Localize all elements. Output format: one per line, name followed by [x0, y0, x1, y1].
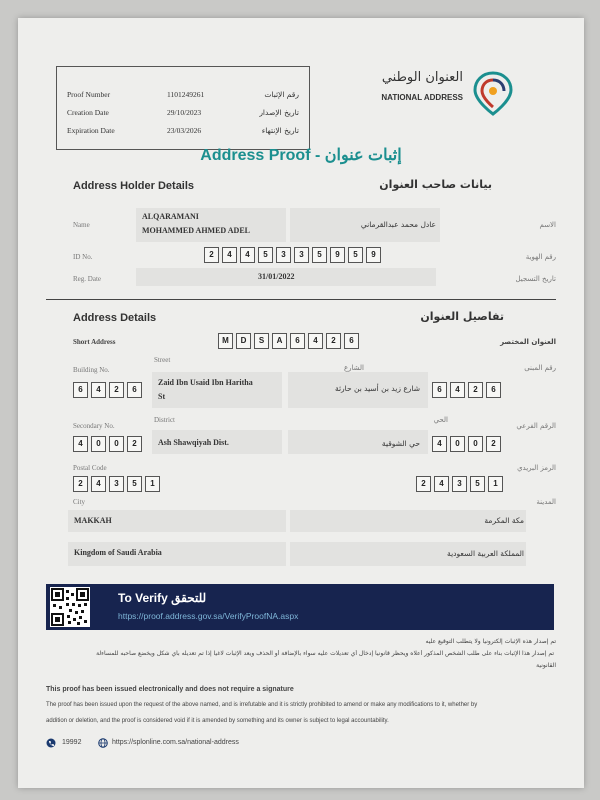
postal-digit: 3: [452, 476, 467, 492]
building-digit: 6: [73, 382, 88, 398]
building-digit: 6: [127, 382, 142, 398]
qr-code-icon: [50, 587, 90, 627]
id-digit: 3: [294, 247, 309, 263]
postal-digit: 5: [470, 476, 485, 492]
reg-date-value: 31/01/2022: [258, 272, 295, 281]
postal-digit: 4: [91, 476, 106, 492]
name-label-ar: الاسم: [539, 221, 556, 229]
verify-banner: [46, 584, 554, 630]
building-number-boxes-ar: [432, 382, 501, 398]
postal-code-boxes-ar: [416, 476, 503, 492]
city-label: City: [73, 498, 86, 506]
street-line-2: St: [158, 392, 166, 401]
street-label: Street: [154, 356, 171, 364]
secondary-digit: 0: [91, 436, 106, 452]
postal-digit: 3: [109, 476, 124, 492]
id-digit: 4: [240, 247, 255, 263]
postal-code-label-ar: الرمز البريدي: [517, 464, 556, 472]
secondary-digit: 2: [486, 436, 501, 452]
id-digit: 9: [366, 247, 381, 263]
meta-label-ar: تاريخ الإنتهاء: [261, 126, 299, 135]
meta-label: Expiration Date: [67, 126, 115, 135]
secondary-digit: 0: [109, 436, 124, 452]
id-digit: 3: [276, 247, 291, 263]
street-line-1: Zaid Ibn Usaid Ibn Haritha: [158, 378, 253, 387]
meta-row-creation-date: [57, 105, 309, 123]
short-address-char: 6: [344, 333, 359, 349]
city-arabic: مكة المكرمة: [484, 516, 524, 525]
building-label-ar: رقم المبنى: [524, 364, 556, 372]
secondary-digit: 0: [450, 436, 465, 452]
holder-section-title-ar: بيانات صاحب العنوان: [379, 178, 492, 191]
address-section-title: Address Details: [73, 312, 157, 324]
short-address-char: 4: [308, 333, 323, 349]
meta-label-ar: رقم الإثبات: [264, 90, 299, 99]
name-arabic: عادل محمد عبدالقرماني: [360, 220, 436, 229]
meta-label: Creation Date: [67, 108, 109, 117]
meta-value: 23/03/2026: [167, 126, 202, 135]
verify-link[interactable]: https://proof.address.gov.sa/VerifyProofNA.aspx: [118, 611, 299, 621]
meta-value: 1101249261: [167, 90, 205, 99]
short-address-label: Short Address: [73, 338, 116, 346]
secondary-digit: 0: [468, 436, 483, 452]
meta-row-proof-number: [57, 87, 309, 105]
building-digit: 2: [468, 382, 483, 398]
qr-code[interactable]: [50, 587, 90, 627]
meta-label-ar: تاريخ الإصدار: [259, 108, 299, 117]
country-value: Kingdom of Saudi Arabia: [74, 548, 162, 557]
meta-row-expiration-date: [57, 123, 309, 141]
meta-value: 29/10/2023: [167, 108, 202, 117]
building-digit: 6: [432, 382, 447, 398]
note-en-line-3: addition or deletion, and the proof is considered void if it is amended by something and its owner is subject to legal accountability.: [46, 718, 389, 724]
city-label-ar: المدينة: [536, 498, 556, 506]
id-digit: 4: [222, 247, 237, 263]
id-label: ID No.: [73, 253, 93, 261]
id-digit: 5: [348, 247, 363, 263]
id-digit: 5: [312, 247, 327, 263]
website-link[interactable]: https://splonline.com.sa/national-address: [112, 739, 239, 746]
phone-icon: [46, 738, 56, 748]
district-arabic: حي الشوقية: [381, 439, 420, 448]
phone-number: 19992: [62, 739, 82, 746]
name-label: Name: [73, 221, 90, 229]
logo-english-text: NATIONAL ADDRESS: [381, 93, 463, 102]
verify-title: To Verify للتحقق: [118, 591, 207, 605]
note-ar-line-1: تم إصدار هذه الإثبات إلكترونيا ولا يتطلب التوقيع عليه: [425, 638, 556, 645]
building-digit: 4: [91, 382, 106, 398]
district-value: Ash Shawqiyah Dist.: [158, 438, 229, 447]
name-line-2: MOHAMMED AHMED ADEL: [142, 226, 250, 235]
short-address-char: M: [218, 333, 233, 349]
building-digit: 2: [109, 382, 124, 398]
postal-digit: 4: [434, 476, 449, 492]
postal-digit: 2: [73, 476, 88, 492]
building-number-boxes: [73, 382, 142, 398]
building-digit: 6: [486, 382, 501, 398]
globe-icon: [98, 738, 108, 748]
id-digit: 5: [258, 247, 273, 263]
document-page: [18, 18, 584, 788]
section-divider: [46, 299, 556, 300]
id-label-ar: رقم الهوية: [525, 253, 556, 261]
secondary-label-ar: الرقم الفرعي: [516, 422, 556, 430]
postal-digit: 2: [416, 476, 431, 492]
street-arabic: شارع زيد بن أسيد بن حارثة: [334, 384, 420, 393]
short-address-char: S: [254, 333, 269, 349]
short-address-label-ar: العنوان المختصر: [500, 338, 556, 346]
postal-code-label: Postal Code: [73, 464, 107, 472]
short-address-char: 2: [326, 333, 341, 349]
national-address-logo: [363, 70, 533, 122]
short-address-char: 6: [290, 333, 305, 349]
secondary-digit: 4: [432, 436, 447, 452]
building-digit: 4: [450, 382, 465, 398]
reg-date-label: Reg. Date: [73, 275, 101, 283]
reg-date-label-ar: تاريخ التسجيل: [515, 275, 556, 283]
street-label-ar: الشارع: [343, 364, 364, 372]
id-digit: 9: [330, 247, 345, 263]
proof-meta-box: [56, 66, 310, 150]
note-ar-line-3: القانونية: [536, 662, 556, 669]
postal-digit: 1: [145, 476, 160, 492]
holder-section-title: Address Holder Details: [73, 180, 195, 192]
location-pin-logo-icon: [471, 70, 515, 116]
note-en-line-1: This proof has been issued electronically and does not require a signature: [46, 686, 294, 693]
address-section-title-ar: تفاصيل العنوان: [420, 310, 504, 323]
id-number-boxes: [204, 247, 381, 263]
postal-digit: 5: [127, 476, 142, 492]
logo-arabic-text: العنوان الوطني: [381, 70, 463, 85]
secondary-digit: 2: [127, 436, 142, 452]
secondary-digit: 4: [73, 436, 88, 452]
short-address-char: D: [236, 333, 251, 349]
secondary-number-boxes: [73, 436, 142, 452]
secondary-number-boxes-ar: [432, 436, 501, 452]
secondary-label: Secondary No.: [73, 422, 115, 430]
note-en-line-2: The proof has been issued upon the request of the above named, and is irrefutable and it is strictly prohibited to amend or make any modifications to it, whether by: [46, 702, 478, 708]
city-value: MAKKAH: [74, 516, 112, 525]
postal-digit: 1: [488, 476, 503, 492]
building-label: Building No.: [73, 366, 110, 374]
id-digit: 2: [204, 247, 219, 263]
district-label: District: [154, 416, 175, 424]
short-address-boxes: [218, 333, 359, 349]
district-label-ar: الحي: [433, 416, 448, 424]
name-line-1: ALQARAMANI: [142, 212, 199, 221]
document-title: Address Proof - إثبات عنوان: [200, 147, 402, 164]
short-address-char: A: [272, 333, 287, 349]
country-arabic: المملكة العربية السعودية: [447, 549, 524, 558]
postal-code-boxes: [73, 476, 160, 492]
meta-label: Proof Number: [67, 90, 111, 99]
note-ar-line-2: تم إصدار هذا الإثبات بناء على طلب الشخص المذكور أعلاه ويحظر قانونيا إدخال أي تعديلات عليه سواء بالإضافة أو الحذف ويعد الإثبات لاغيا إذا تم تعديله بأي شكل ويخضع صاحبه للمساءلة: [96, 650, 554, 657]
